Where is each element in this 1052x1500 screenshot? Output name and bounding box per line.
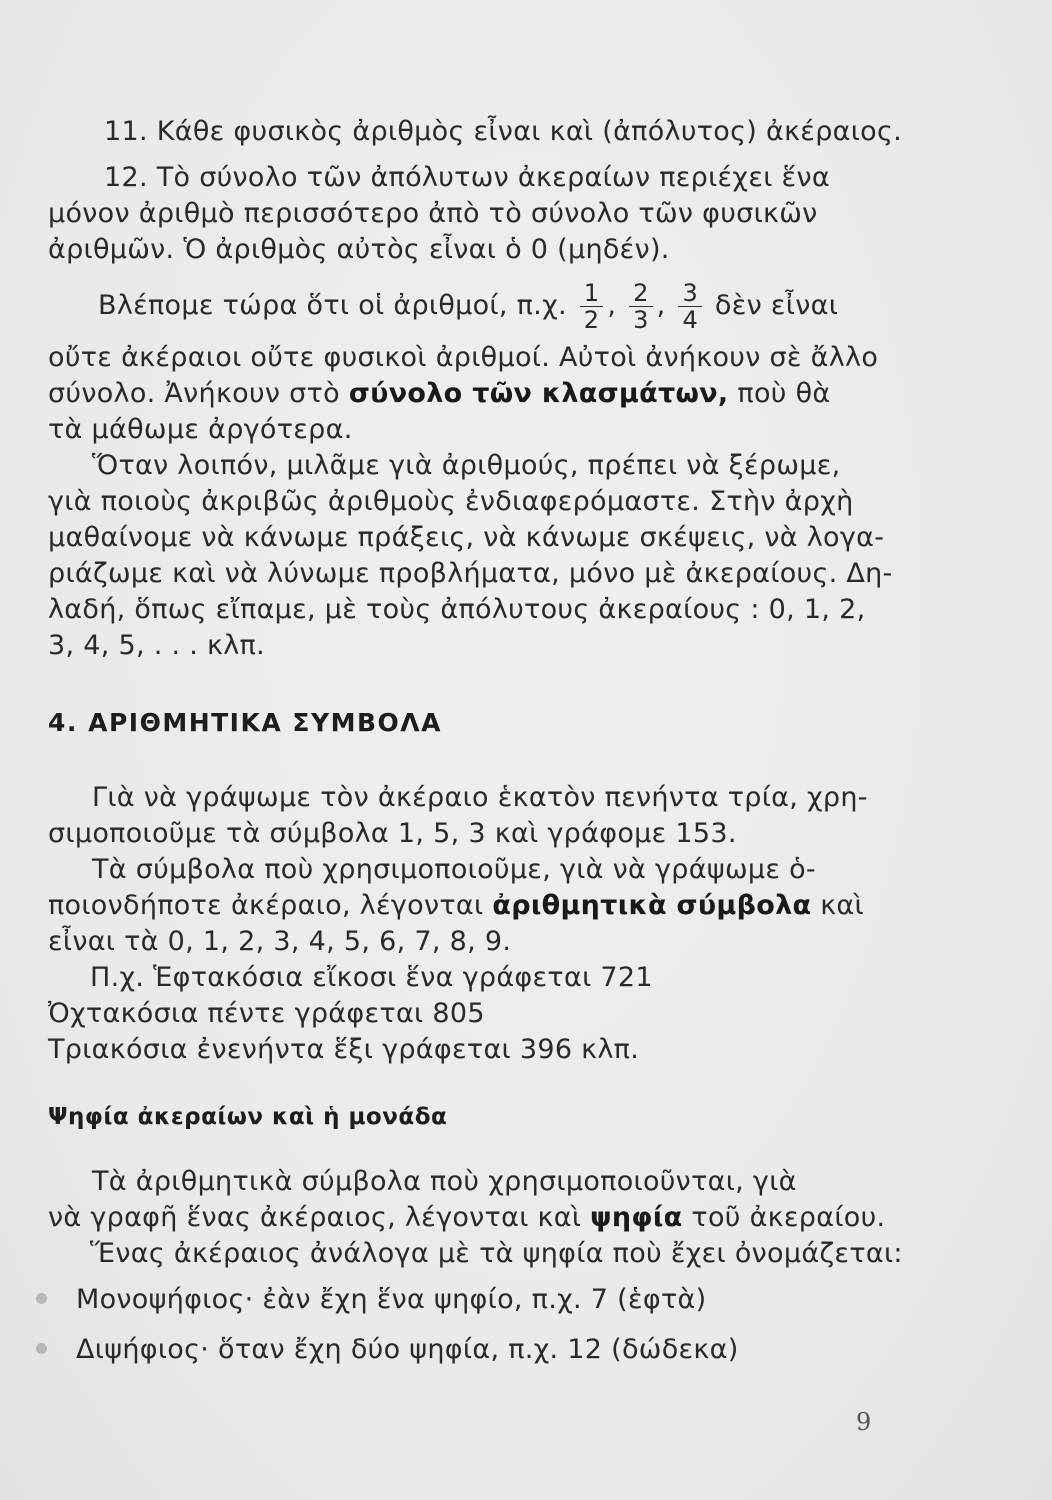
digits-subheading: Ψηφία ἀκεραίων καὶ ἡ μονάδα [48,1104,448,1130]
paragraph-1-line-3: σύνολο. Ἀνήκουν στὸ σύνολο τῶν κλασμάτων, ποὺ θὰ [48,378,831,409]
two-digit-item: Διψήφιος· ὅταν ἔχη δύο ψηφία, π.χ. 12 (δώδεκα) [76,1334,739,1365]
digits-line-2: νὰ γραφῆ ἕνας ἀκέραιος, λέγονται καὶ ψηφία τοῦ ἀκεραίου. [48,1202,886,1233]
paragraph-2-line-4: ριάζωμε καὶ νὰ λύνωμε προβλήματα, μόνο μὲ ἀκεραίους. Δη- [48,558,893,589]
paragraph-2-line-2: γιὰ ποιοὺς ἀκριβῶς ἀριθμοὺς ἐνδιαφερόμαστε. Στὴν ἀρχὴ [48,486,854,517]
fractions-line: Βλέπομε τώρα ὅτι οἱ ἀριθμοί, π.χ. $\frac{1}{2}$ , $\frac{2}{3}$ , $\frac{3}{4}$ δὲν εἶναι [98,279,839,334]
page-number: 9 [856,1408,872,1436]
bullet-dot-icon [36,1293,47,1304]
bullet-dot-icon [36,1343,47,1354]
section-4-line-2: σιμοποιοῦμε τὰ σύμβολα 1, 5, 3 καὶ γράφομε 153. [48,818,737,849]
arithmetic-symbols-term: ἀριθμητικὰ σύμβολα [492,890,812,921]
digits-line-1: Τὰ ἀριθμητικὰ σύμβολα ποὺ χρησιμοποιοῦνται, γιὰ [92,1166,797,1197]
digits-term: ψηφία [590,1202,683,1233]
section-4-heading: 4. ΑΡΙΘΜΗΤΙΚΑ ΣΥΜΒΟΛΑ [48,708,442,737]
fraction-3-4: $\frac{3}{4}$ [678,280,702,333]
section-4-line-3: Τὰ σύμβολα ποὺ χρησιμοποιοῦμε, γιὰ νὰ γράψωμε ὁ- [92,854,816,885]
fractions-set-term: σύνολο τῶν κλασμάτων, [348,378,729,409]
statement-12-line-1: 12. Τὸ σύνολο τῶν ἀπόλυτων ἀκεραίων περιέχει ἕνα [104,162,830,193]
paragraph-2-line-6: 3, 4, 5, . . . κλπ. [48,630,265,661]
paragraph-2-line-1: Ὅταν λοιπόν, μιλᾶμε γιὰ ἀριθμούς, πρέπει νὰ ξέρωμε, [92,450,841,481]
example-805: Ὀχτακόσια πέντε γράφεται 805 [48,998,485,1029]
statement-11: 11. Κάθε φυσικὸς ἀριθμὸς εἶναι καὶ (ἀπόλυτος) ἀκέραιος. [104,116,903,147]
example-721: Π.χ. Ἑφτακόσια εἴκοσι ἕνα γράφεται 721 [90,962,653,993]
statement-12-line-2: μόνον ἀριθμὸ περισσότερο ἀπὸ τὸ σύνολο τῶν φυσικῶν [48,198,818,229]
paragraph-1-line-4: τὰ μάθωμε ἀργότερα. [48,414,353,445]
example-396: Τριακόσια ἐνενήντα ἕξι γράφεται 396 κλπ. [48,1034,640,1065]
fraction-2-3: $\frac{2}{3}$ [629,280,653,333]
section-4-line-5: εἶναι τὰ 0, 1, 2, 3, 4, 5, 6, 7, 8, 9. [48,926,512,957]
fraction-1-2: $\frac{1}{2}$ [580,280,604,333]
paragraph-2-line-3: μαθαίνομε νὰ κάνωμε πράξεις, νὰ κάνωμε σκέψεις, νὰ λογα- [48,522,885,553]
section-4-line-1: Γιὰ νὰ γράψωμε τὸν ἀκέραιο ἑκατὸν πενήντα τρία, χρη- [92,782,868,813]
digits-line-3: Ἕνας ἀκέραιος ἀνάλογα μὲ τὰ ψηφία ποὺ ἔχει ὀνομάζεται: [90,1238,903,1269]
section-4-line-4: ποιονδήποτε ἀκέραιο, λέγονται ἀριθμητικὰ σύμβολα καὶ [48,890,864,921]
fractions-intro: Βλέπομε τώρα ὅτι οἱ ἀριθμοί, π.χ. [98,290,567,321]
paragraph-1-line-2: οὔτε ἀκέραιοι οὔτε φυσικοὶ ἀριθμοί. Αὐτοὶ ἀνήκουν σὲ ἄλλο [48,342,879,373]
single-digit-item: Μονοψήφιος· ἐὰν ἔχη ἕνα ψηφίο, π.χ. 7 (ἑφτὰ) [76,1284,707,1315]
statement-12-line-3: ἀριθμῶν. Ὁ ἀριθμὸς αὐτὸς εἶναι ὁ 0 (μηδέν). [48,234,670,265]
fractions-end: δὲν εἶναι [714,290,839,321]
paragraph-2-line-5: λαδή, ὅπως εἴπαμε, μὲ τοὺς ἀπόλυτους ἀκεραίους : 0, 1, 2, [48,594,866,625]
